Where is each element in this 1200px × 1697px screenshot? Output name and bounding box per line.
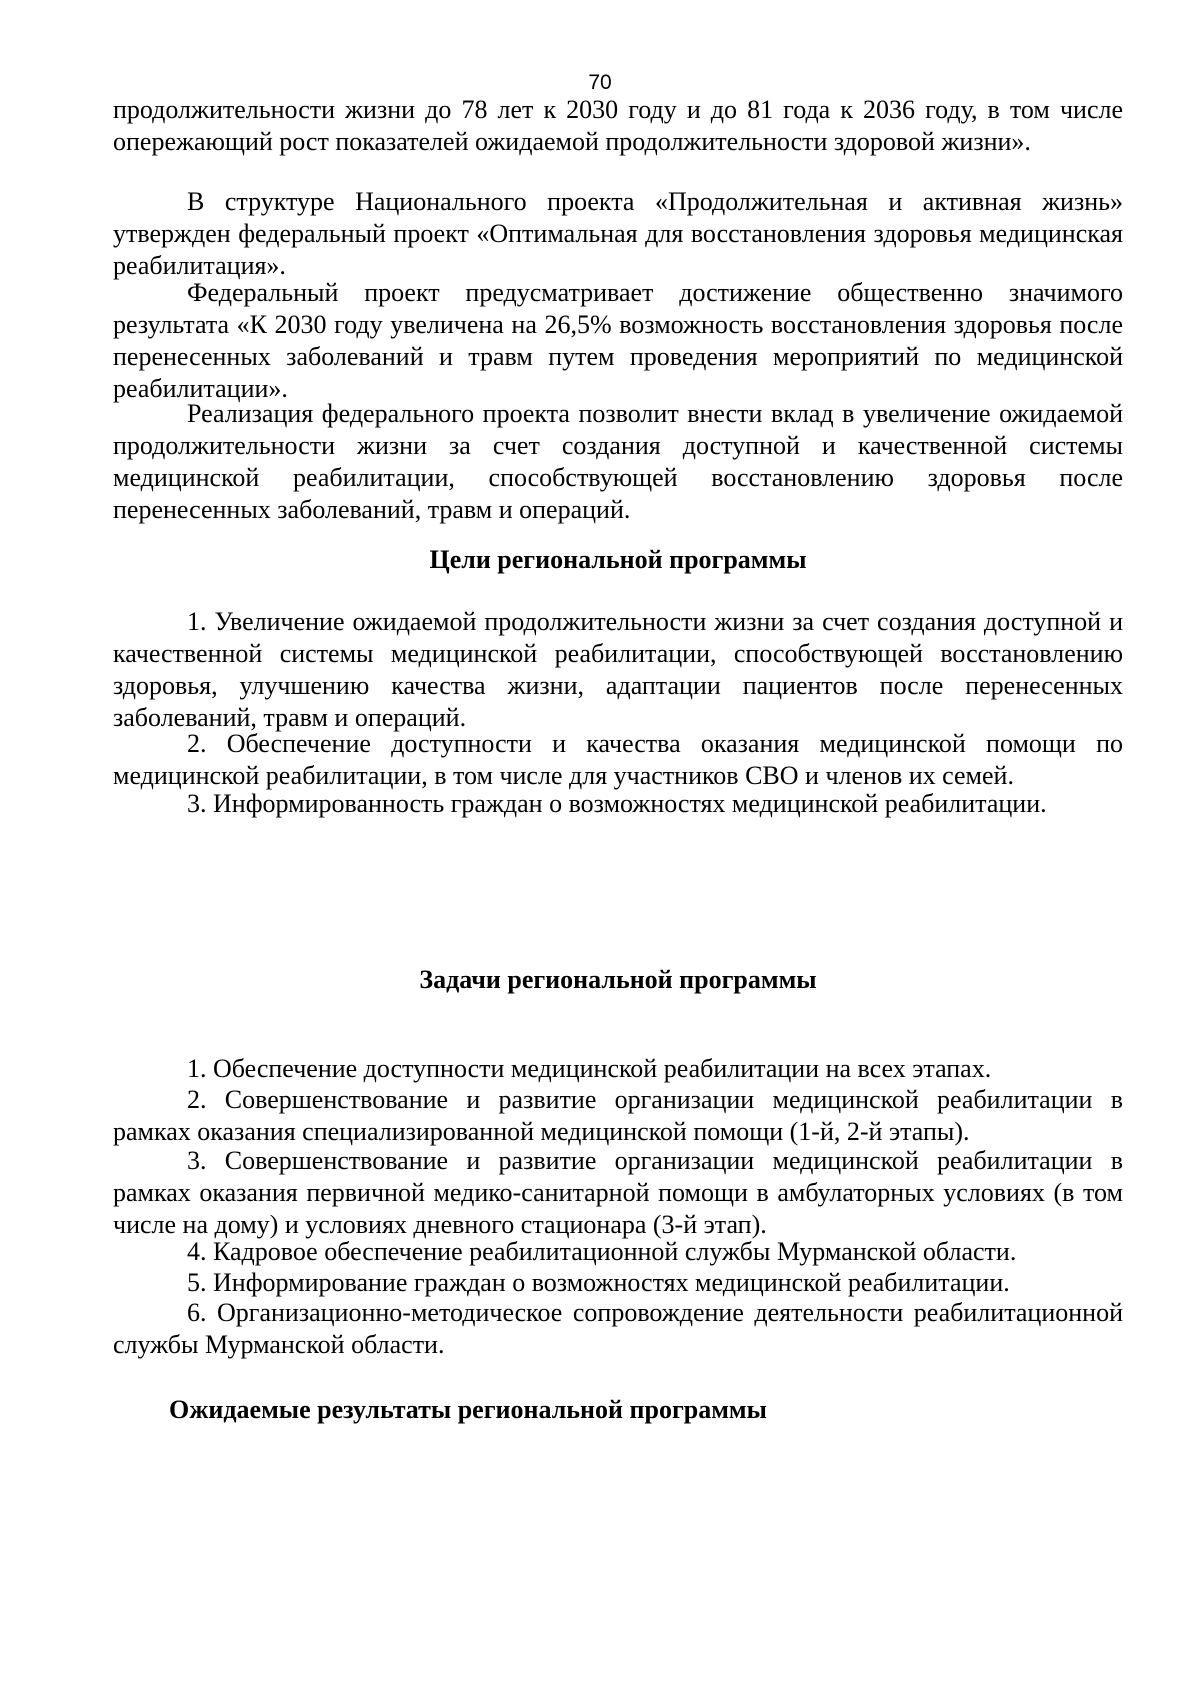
task-item-3: 3. Совершенствование и развитие организации медицинской реабилитации в рамках оказания первичной медико-санитарной помощи в амбулаторных условиях (в том числе на дому) и условиях дневного стационара (3-й этап). (113, 1146, 1123, 1239)
task-item-2: 2. Совершенствование и развитие организации медицинской реабилитации в рамках оказания специализированной медицинской помощи (1-й, 2-й этапы). (113, 1085, 1123, 1146)
paragraph-intro-2: В структуре Национального проекта «Продолжительная и активная жизнь» утвержден федеральный проект «Оптимальная для восстановления здоровья медицинская реабилитация». (113, 187, 1123, 280)
paragraph-intro-4: Реализация федерального проекта позволит внести вклад в увеличение ожидаемой продолжительности жизни за счет создания доступной и качественной системы медицинской реабилитации, способствующей восстановлению здоровья после перенесенных заболеваний, травм и операций. (113, 399, 1123, 524)
task-item-6: 6. Организационно-методическое сопровождение деятельности реабилитационной службы Мурманской области. (113, 1298, 1123, 1359)
results-heading: Ожидаемые результаты региональной программы (169, 1395, 767, 1424)
goal-item-3: 3. Информированность граждан о возможностях медицинской реабилитации. (187, 789, 1047, 818)
task-item-1: 1. Обеспечение доступности медицинской реабилитации на всех этапах. (187, 1054, 992, 1083)
page-number: 70 (588, 71, 612, 94)
paragraph-intro-3: Федеральный проект предусматривает достижение общественно значимого результата «К 2030 году увеличена на 26,5% возможность восстановления здоровья после перенесенных заболеваний и травм путем проведения мероприятий по медицинской реабилитации». (113, 278, 1123, 403)
goals-heading: Цели региональной программы (429, 545, 807, 574)
tasks-heading: Задачи региональной программы (419, 965, 817, 994)
goal-item-2: 2. Обеспечение доступности и качества оказания медицинской помощи по медицинской реабилитации, в том числе для участников СВО и членов их семей. (113, 729, 1123, 790)
task-item-4: 4. Кадровое обеспечение реабилитационной службы Мурманской области. (187, 1237, 1017, 1266)
paragraph-intro-1: продолжительности жизни до 78 лет к 2030 году и до 81 года к 2036 году, в том числе опережающий рост показателей ожидаемой продолжительности здоровой жизни». (113, 95, 1123, 156)
goal-item-1: 1. Увеличение ожидаемой продолжительности жизни за счет создания доступной и качественной системы медицинской реабилитации, способствующей восстановлению здоровья, улучшению качества жизни, адаптации пациентов после перенесенных заболеваний, травм и операций. (113, 607, 1123, 732)
task-item-5: 5. Информирование граждан о возможностях медицинской реабилитации. (187, 1268, 1010, 1297)
